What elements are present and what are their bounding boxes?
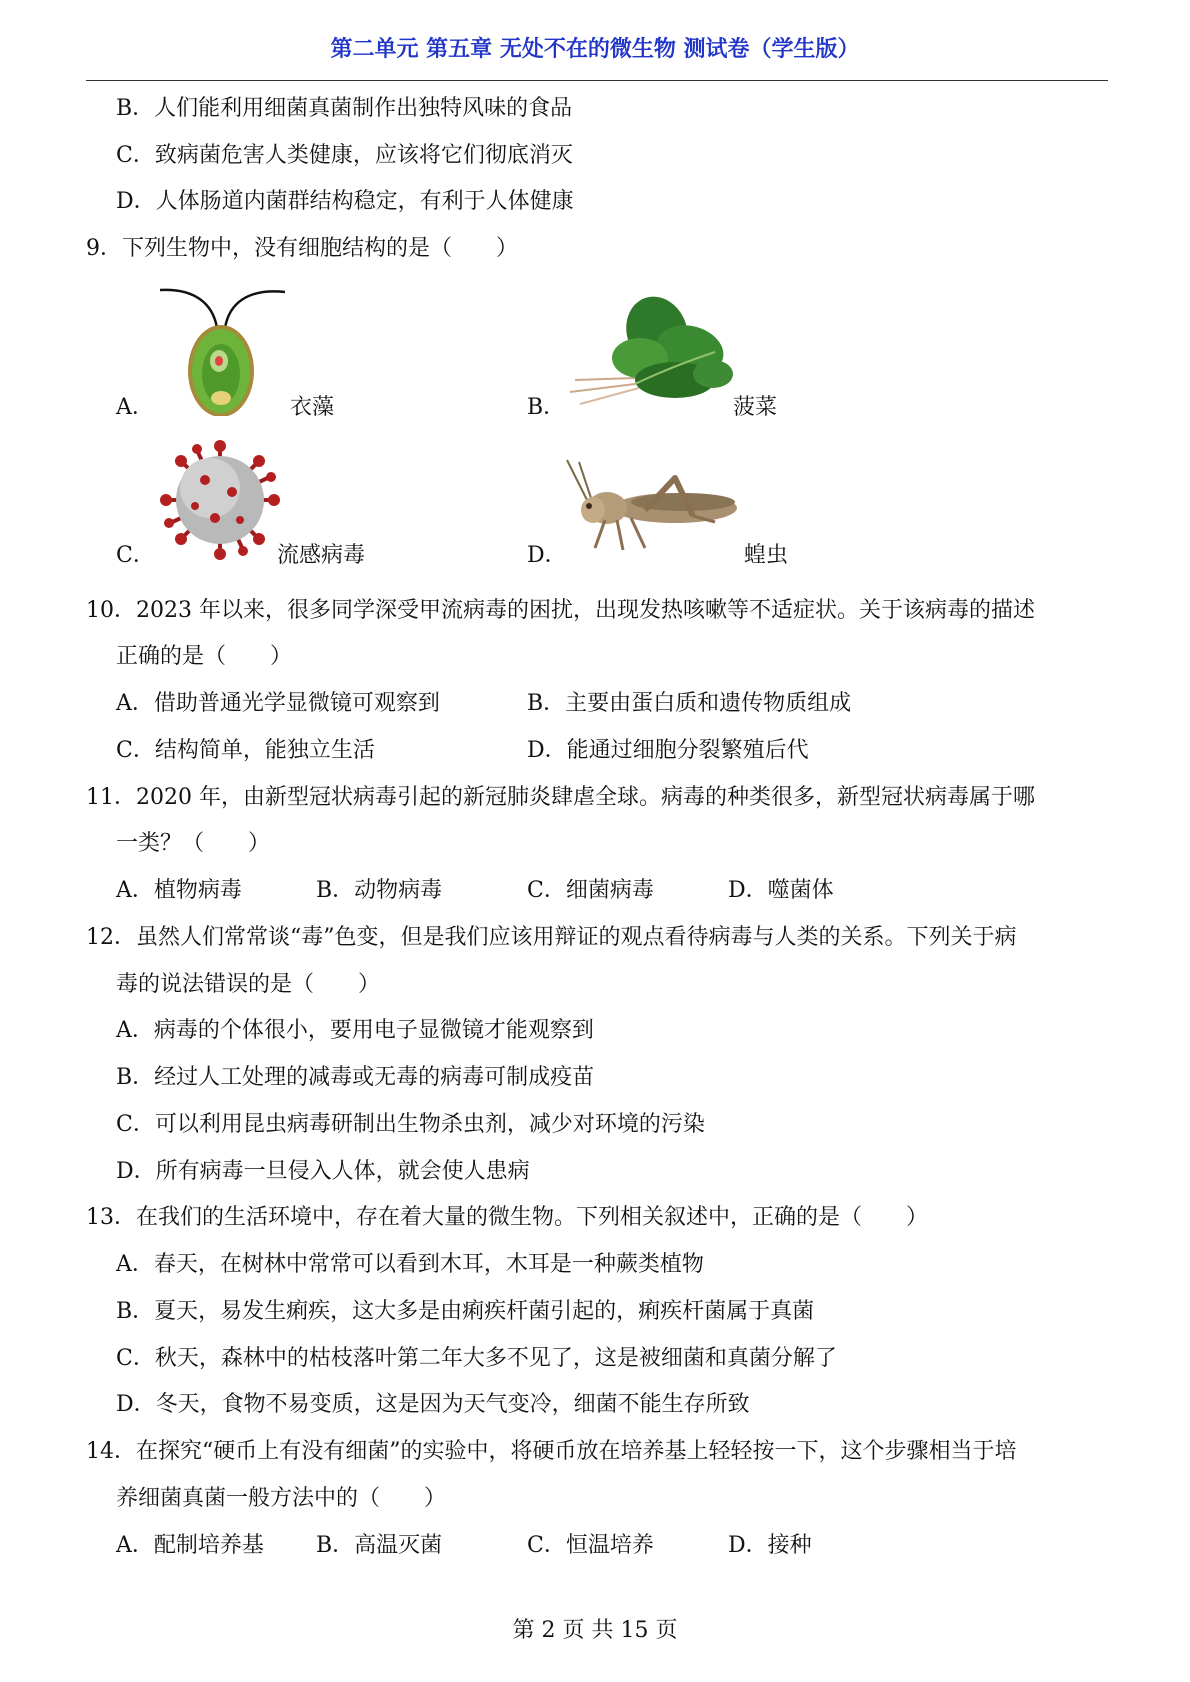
q9-option-d-name: 蝗虫 (744, 543, 789, 568)
q10-option-d: D．能通过细胞分裂繁殖后代 (527, 738, 809, 763)
q8-option-b: B．人们能利用细菌真菌制作出独特风味的食品 (116, 96, 573, 121)
q13-stem: 13．在我们的生活环境中，存在着大量的微生物。下列相关叙述中，正确的是（ ） (86, 1205, 928, 1230)
q10-option-c: C．结构简单，能独立生活 (116, 738, 375, 763)
q14-option-a: A．配制培养基 (116, 1533, 264, 1558)
q11-option-d: D．噬菌体 (728, 878, 834, 903)
q9-option-d-letter: D． (527, 543, 567, 568)
page-footer: 第 2 页 共 15 页 (512, 1618, 678, 1643)
page-header: 第二单元 第五章 无处不在的微生物 测试卷（学生版） (330, 37, 860, 62)
locust-picture (565, 458, 745, 558)
spinach-picture (565, 292, 740, 414)
q14-stem-line2: 养细菌真菌一般方法中的（ ） (116, 1486, 447, 1511)
q9-option-b-name: 菠菜 (733, 395, 778, 420)
virus-picture (160, 440, 280, 560)
q9-stem: 9．下列生物中，没有细胞结构的是（ ） (86, 236, 518, 261)
q9-option-c-letter: C． (116, 543, 155, 568)
q13-option-d: D．冬天，食物不易变质，这是因为天气变冷，细菌不能生存所致 (116, 1392, 750, 1417)
q10-stem-line2: 正确的是（ ） (116, 644, 293, 669)
q9-option-c-name: 流感病毒 (277, 543, 366, 568)
q11-stem-line2: 一类？（ ） (116, 831, 271, 856)
q10-option-a: A．借助普通光学显微镜可观察到 (116, 691, 440, 716)
q14-stem-line1: 14．在探究“硬币上有没有细菌”的实验中，将硬币放在培养基上轻轻按一下，这个步骤相当于培 (86, 1439, 1017, 1464)
q8-option-c: C．致病菌危害人类健康，应该将它们彻底消灭 (116, 143, 573, 168)
q13-option-b: B．夏天，易发生痢疾，这大多是由痢疾杆菌引起的，痢疾杆菌属于真菌 (116, 1299, 815, 1324)
q9-option-b-letter: B． (527, 395, 566, 420)
q10-option-b: B．主要由蛋白质和遗传物质组成 (527, 691, 852, 716)
q9-option-a-name: 衣藻 (290, 395, 335, 420)
q11-option-c: C．细菌病毒 (527, 878, 654, 903)
q14-option-d: D．接种 (728, 1533, 812, 1558)
chlamydomonas-picture (155, 276, 290, 416)
q12-option-d: D．所有病毒一旦侵入人体，就会使人患病 (116, 1159, 530, 1184)
q8-option-d: D．人体肠道内菌群结构稳定，有利于人体健康 (116, 189, 574, 214)
q12-option-a: A．病毒的个体很小，要用电子显微镜才能观察到 (116, 1018, 594, 1043)
header-rule (86, 80, 1108, 81)
q12-stem-line2: 毒的说法错误的是（ ） (116, 972, 381, 997)
q10-stem-line1: 10．2023 年以来，很多同学深受甲流病毒的困扰，出现发热咳嗽等不适症状。关于该病毒的描述 (86, 598, 1035, 623)
q11-option-a: A．植物病毒 (116, 878, 242, 903)
q12-option-c: C．可以利用昆虫病毒研制出生物杀虫剂，减少对环境的污染 (116, 1112, 705, 1137)
q12-stem-line1: 12．虽然人们常常谈“毒”色变，但是我们应该用辩证的观点看待病毒与人类的关系。下列关于病 (86, 925, 1017, 950)
q9-option-a-letter: A． (116, 395, 154, 420)
q13-option-a: A．春天，在树林中常常可以看到木耳，木耳是一种蕨类植物 (116, 1252, 704, 1277)
q11-stem-line1: 11．2020 年，由新型冠状病毒引起的新冠肺炎肆虐全球。病毒的种类很多，新型冠状病毒属于哪 (86, 785, 1035, 810)
q11-option-b: B．动物病毒 (316, 878, 443, 903)
q14-option-c: C．恒温培养 (527, 1533, 654, 1558)
q13-option-c: C．秋天，森林中的枯枝落叶第二年大多不见了，这是被细菌和真菌分解了 (116, 1346, 837, 1371)
q12-option-b: B．经过人工处理的减毒或无毒的病毒可制成疫苗 (116, 1065, 595, 1090)
q14-option-b: B．高温灭菌 (316, 1533, 443, 1558)
